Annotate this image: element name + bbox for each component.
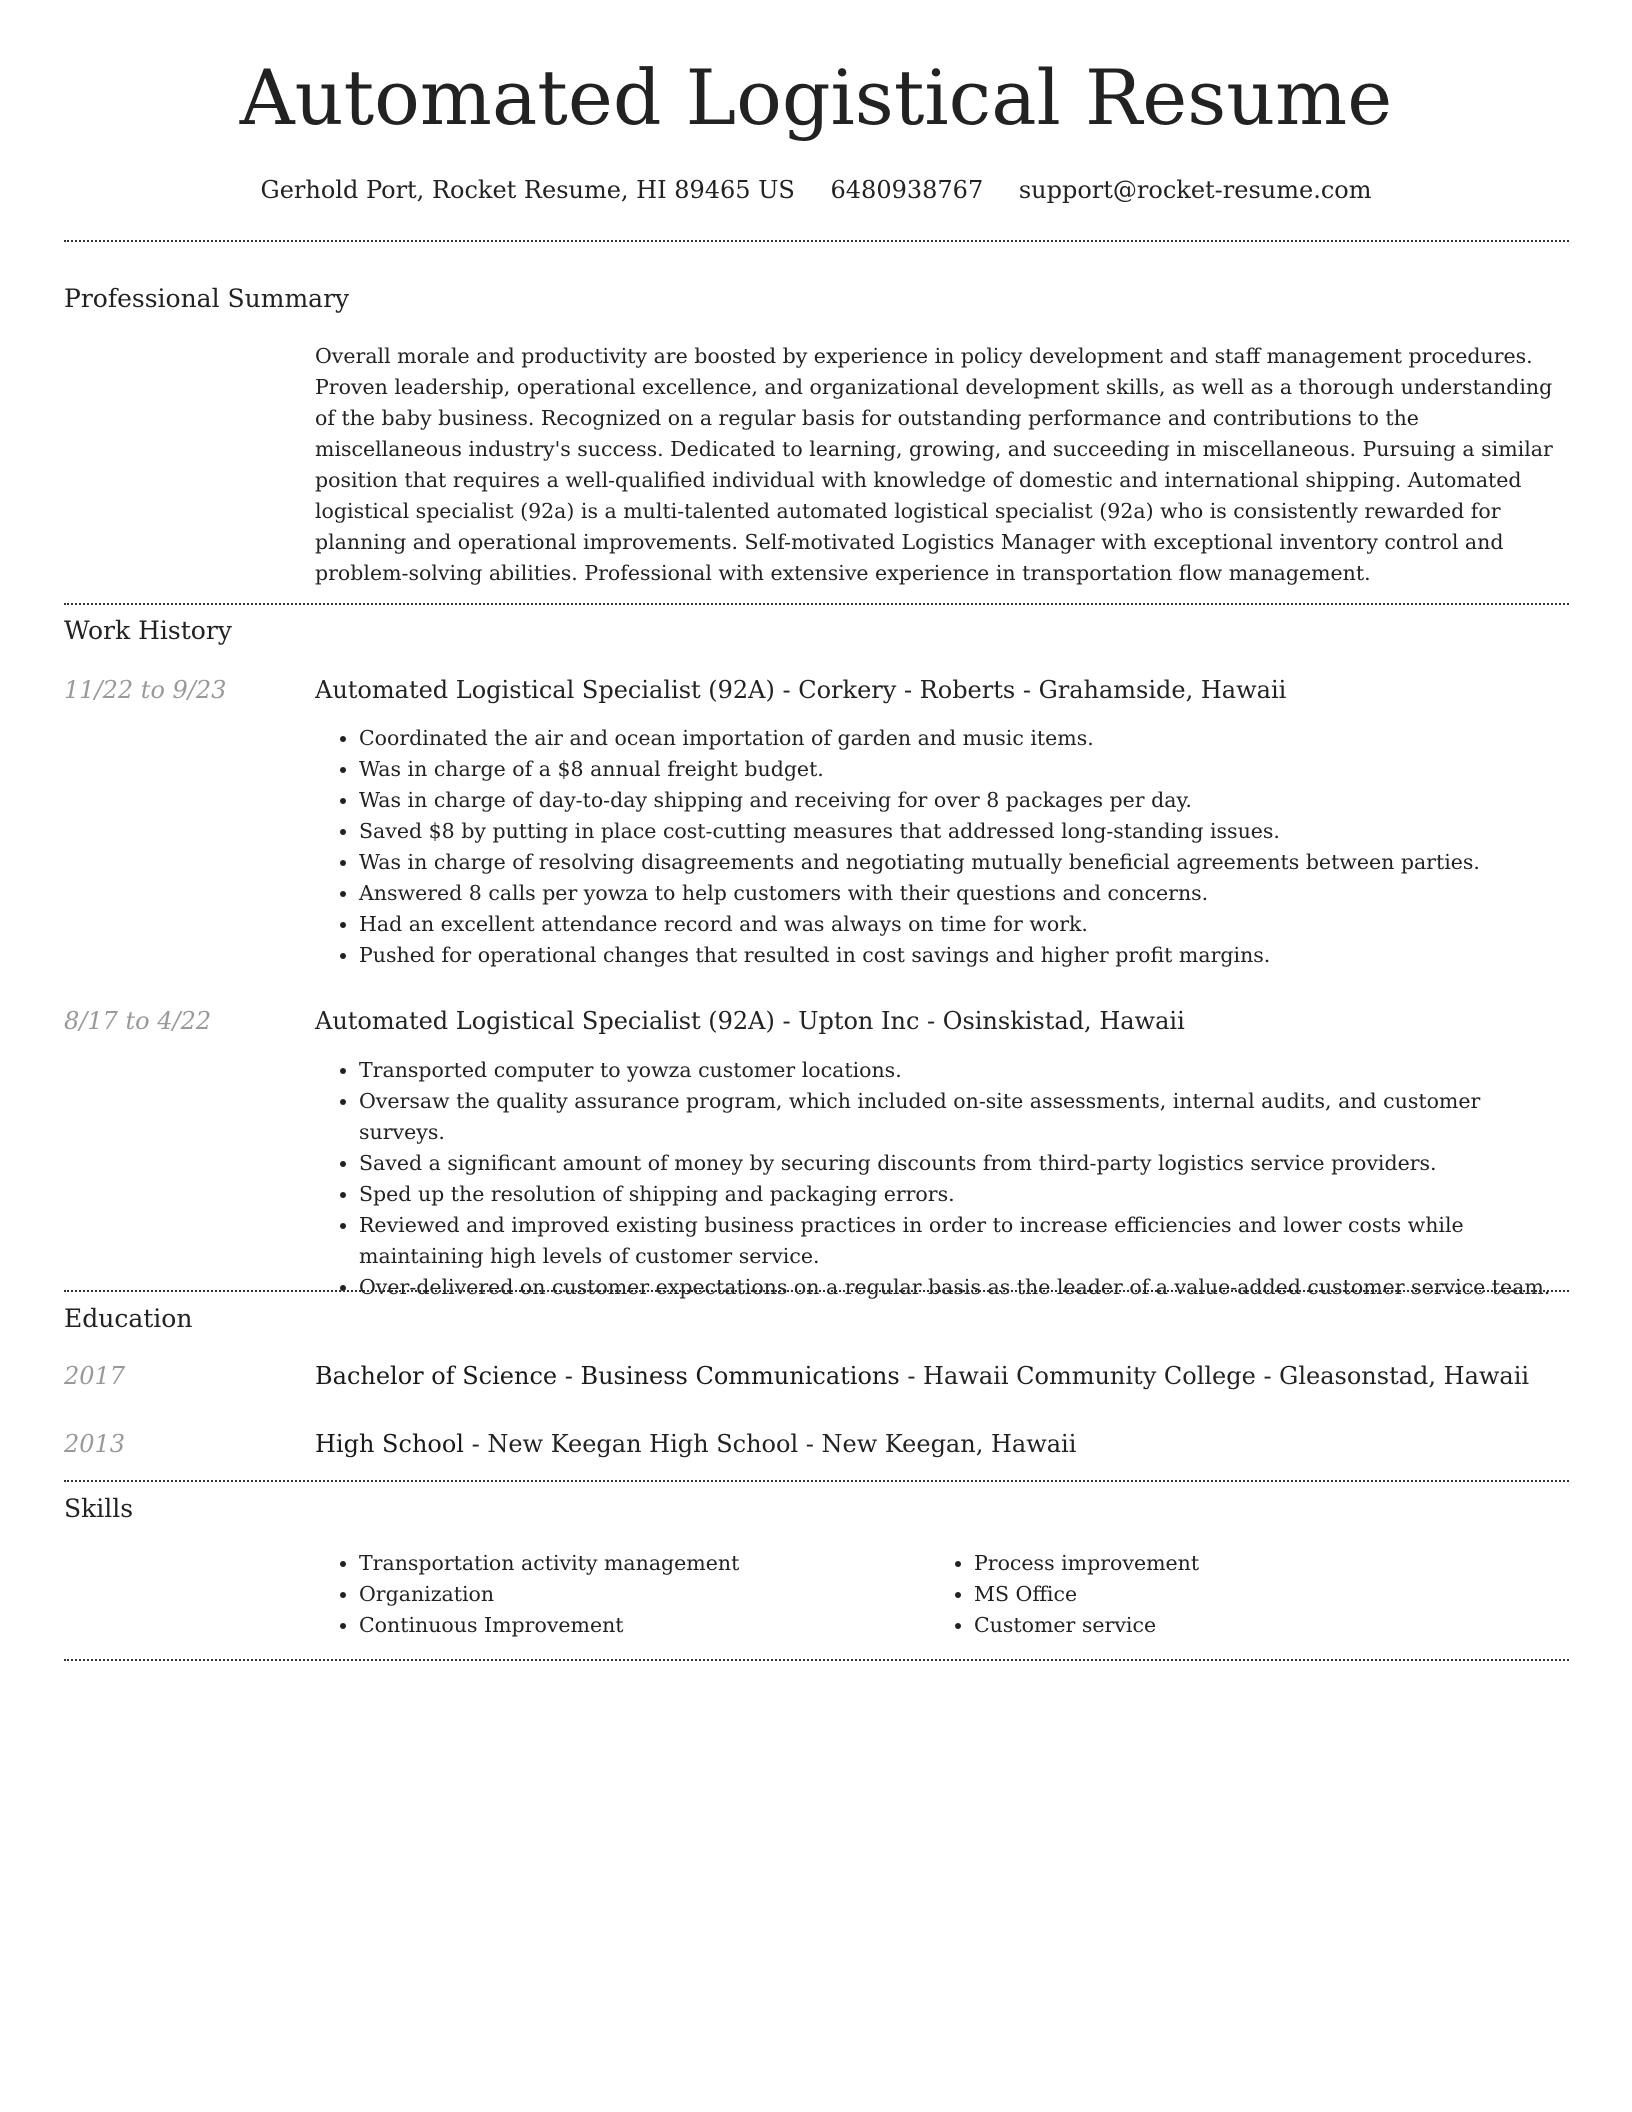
skill-item: • MS Office — [974, 1579, 1574, 1610]
job-dates: 11/22 to 9/23 — [64, 676, 227, 704]
list-item: • Reviewed and improved existing business practices in order to increase efficiencies and lower costs while maintaining high levels of customer service. — [359, 1210, 1570, 1272]
job-title: Automated Logistical Specialist (92A) - Upton Inc - Osinskistad, Hawaii — [315, 1007, 1185, 1035]
list-item: • Over-delivered on customer expectations on a regular basis as the leader of a value-added customer service team. — [359, 1272, 1570, 1303]
education-year: 2013 — [64, 1430, 126, 1458]
list-item: • Pushed for operational changes that resulted in cost savings and higher profit margins. — [359, 940, 1570, 971]
section-title-summary: Professional Summary — [64, 284, 350, 313]
skill-item: • Organization — [359, 1579, 959, 1610]
list-item: • Was in charge of day-to-day shipping and receiving for over 8 packages per day. — [359, 785, 1570, 816]
list-item: • Had an excellent attendance record and was always on time for work. — [359, 909, 1570, 940]
skill-item: • Continuous Improvement — [359, 1610, 959, 1641]
education-year: 2017 — [64, 1362, 126, 1390]
list-item: • Oversaw the quality assurance program, which included on-site assessments, internal audits, and customer surveys. — [359, 1086, 1570, 1148]
divider — [64, 240, 1569, 242]
skills-list-left — [315, 1548, 959, 1641]
skills-list-right — [930, 1548, 1574, 1641]
contact-line — [0, 170, 1632, 210]
list-item: • Saved a significant amount of money by securing discounts from third-party logistics service providers. — [359, 1148, 1570, 1179]
list-item: • Saved $8 by putting in place cost-cutting measures that addressed long-standing issues. — [359, 816, 1570, 847]
education-degree: Bachelor of Science - Business Communications — [315, 1362, 900, 1390]
divider — [64, 603, 1569, 605]
skill-item: • Customer service — [974, 1610, 1574, 1641]
education-entry — [315, 1427, 1076, 1461]
education-school: - New Keegan High School - New Keegan, Hawaii — [463, 1430, 1077, 1458]
list-item: • Transported computer to yowza customer locations. — [359, 1055, 1570, 1086]
list-item: • Answered 8 calls per yowza to help customers with their questions and concerns. — [359, 878, 1570, 909]
job-dates: 8/17 to 4/22 — [64, 1007, 212, 1035]
list-item: • Was in charge of a $8 annual freight budget. — [359, 754, 1570, 785]
divider — [64, 1480, 1569, 1482]
skill-item: • Process improvement — [974, 1548, 1574, 1579]
list-item: • Was in charge of resolving disagreements and negotiating mutually beneficial agreements between parties. — [359, 847, 1570, 878]
resume-name: Automated Logistical Resume — [239, 53, 1393, 142]
skill-item: • Transportation activity management — [359, 1548, 959, 1579]
contact-phone: 6480938767 — [830, 176, 984, 204]
summary-text: Overall morale and productivity are boosted by experience in policy development and staff management procedures. Proven leadership, operational excellence, and organizational development skills, as well as a thorough understanding of the baby business. Recognized on a regular basis for outstanding performance and contributions to the miscellaneous industry's success. Dedicated to learning, growing, and succeeding in miscellaneous. Pursuing a similar position that requires a well-qualified individual with knowledge of domestic and international shipping. Automated logistical specialist (92a) is a multi-talented automated logistical specialist (92a) who is consistently rewarded for planning and operational improvements. Self-motivated Logistics Manager with exceptional inventory control and problem-solving abilities. Professional with extensive experience in transportation flow management. — [315, 344, 1553, 585]
job-title: Automated Logistical Specialist (92A) - Corkery - Roberts - Grahamside, Hawaii — [315, 676, 1287, 704]
list-item: • Coordinated the air and ocean importation of garden and music items. — [359, 723, 1570, 754]
section-title-work-history: Work History — [64, 616, 232, 645]
education-entry — [315, 1359, 1529, 1393]
contact-email: support@rocket-resume.com — [1018, 176, 1372, 204]
divider — [64, 1290, 1569, 1292]
job-bullets — [315, 1055, 1570, 1303]
divider — [64, 1659, 1569, 1661]
contact-address: Gerhold Port, Rocket Resume, HI 89465 US — [260, 176, 795, 204]
job-bullets — [315, 723, 1570, 971]
section-title-skills: Skills — [64, 1494, 134, 1523]
education-degree: High School — [315, 1430, 464, 1458]
education-school: - Hawaii Community College - Gleasonstad, Hawaii — [899, 1362, 1530, 1390]
section-title-education: Education — [64, 1304, 193, 1333]
list-item: • Sped up the resolution of shipping and packaging errors. — [359, 1179, 1570, 1210]
